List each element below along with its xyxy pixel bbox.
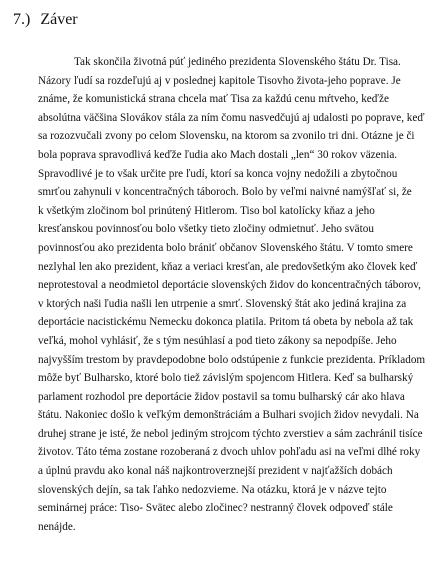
paragraph-line: povinnosťou ako prezidenta bolo brániť občanov Slovenského štátu. V tomto smere xyxy=(38,241,413,254)
paragraph-line: bola poprava spravodlivá keďže ľudia ako Mach dostali „len“ 30 rokov väzenia. xyxy=(38,148,398,161)
paragraph-line: druhej strane je isté, že nebol jediným strojcom týchto zverstiev a sám zachránil tisíce xyxy=(38,427,423,440)
paragraph-line: životov. Táto téma zostane rozoberaná z dvoch uhlov pohľadu asi na veľmi dlhé roky xyxy=(38,446,421,459)
paragraph-line: najvyšším trestom by pravdepodobne bolo odstúpenie z funkcie prezidenta. Príkladom xyxy=(38,353,426,366)
paragraph-line: absolútna väčšina Slovákov stála za ním čomu nasvedčujú aj udalosti po poprave, keď xyxy=(38,111,425,124)
paragraph-line: nezlyhal len ako prezident, kňaz a veriaci kresťan, ale predovšetkým ako človek keď xyxy=(38,260,418,273)
body-paragraph xyxy=(38,53,428,536)
paragraph-line: Spravodlivé je to však určite pre ľudí, ktorí sa konca vojny nedožili a zbytočnou xyxy=(38,167,398,180)
paragraph-line: k všetkým zločinom bol prinútený Hitlerom. Tiso bol katolícky kňaz a jeho xyxy=(38,204,375,217)
paragraph-line: v ktorých naši ľudia našli len utrpenie a smrť. Slovenský štát ako jediná krajina za xyxy=(38,297,407,310)
section-heading xyxy=(13,10,78,30)
paragraph-line: neprotestoval a neodmietol deportácie slovenských židov do koncentračných táborov, xyxy=(38,279,421,292)
paragraph-line: veľká, mohol vyhlásiť, že s tým nesúhlasí a pod tieto zákony sa nepodpíše. Jeho xyxy=(38,334,397,347)
section-number: 7.) xyxy=(13,11,31,28)
paragraph-line: smrťou zahynuli v koncentračných táboroch. Bolo by veľmi naivné namýšľať si, že xyxy=(38,186,412,199)
paragraph-line: a úplnú pravdu ako konal náš najkontroverznejší prezident v najťažších dobách xyxy=(38,465,393,478)
paragraph-line: seminárnej práce: Tiso- Svätec alebo zločinec? nestranný človek odpoveď stále xyxy=(38,502,393,515)
paragraph-line: slovenských dejín, sa tak ľahko nedozvieme. Na otázku, ktorá je v názve tejto xyxy=(38,483,387,496)
section-title: Záver xyxy=(40,11,78,28)
paragraph-line: štátu. Nakoniec došlo k veľkým demonštráciám a Bulhari svojich židov nevydali. Na xyxy=(38,409,419,422)
paragraph-line: Názory ľudí sa rozdeľujú aj v poslednej kapitole Tisovho života-jeho popravе. Je xyxy=(38,74,401,87)
paragraph-line: kresťanskou povinnosťou bolo všetky tieto zločiny odmietnuť. Jeho svätou xyxy=(38,223,374,236)
paragraph-line: parlament rozhodol pre deportácie židov postavil sa tomu bulharský cár ako hlava xyxy=(38,390,405,403)
paragraph-line: môže byť Bulharsko, ktoré bolo tiež závislým spojencom Hitlera. Keď sa bulharský xyxy=(38,372,414,385)
paragraph-line: sa rozozvučali zvony po celom Slovensku, na ktorom sa zvonilo tri dni. Otázne je či xyxy=(38,130,415,143)
paragraph-line: nenájde. xyxy=(38,520,76,533)
paragraph-line: Tak skončila životná púť jediného prezidenta Slovenského štátu Dr. Tisa. xyxy=(74,56,401,68)
paragraph-line: známe, že komunistická strana chcela mať Tisa za každú cenu mŕtveho, keďže xyxy=(38,93,389,106)
paragraph-line: deportácie nacistickému Nemecku dokonca platila. Pritom tá obeta by nebola až tak xyxy=(38,316,414,329)
